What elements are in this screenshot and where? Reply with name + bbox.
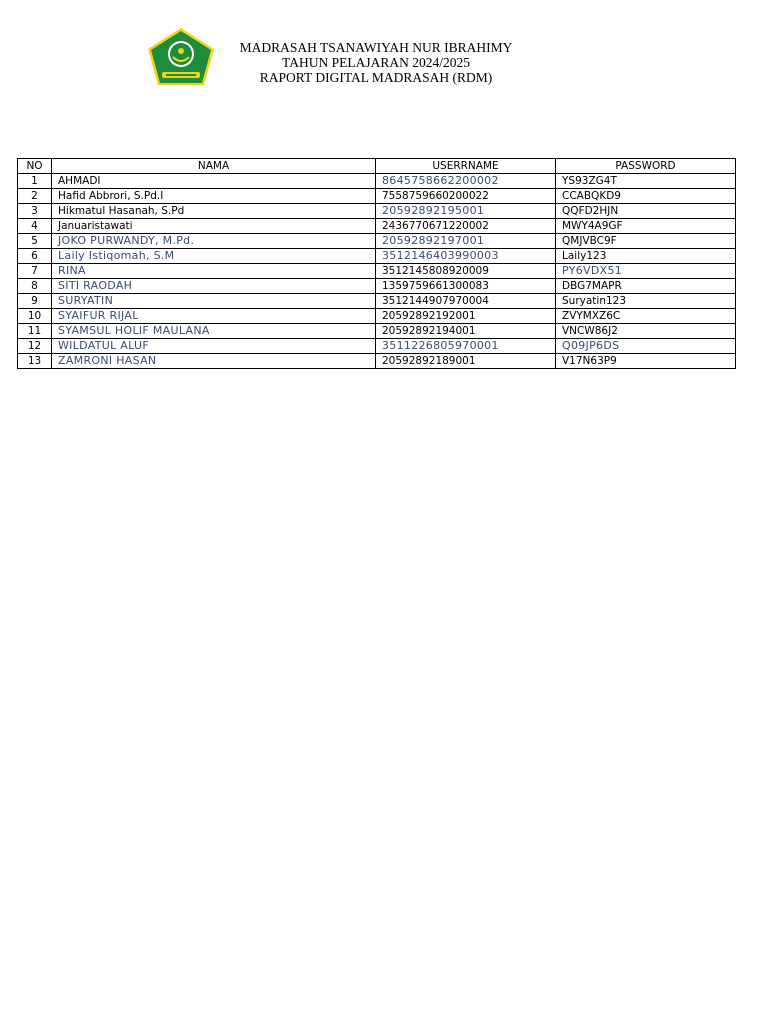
school-name: MADRASAH TSANAWIYAH NUR IBRAHIMY: [239, 40, 513, 55]
row-nama: ZAMRONI HASAN: [52, 354, 376, 369]
row-no: 9: [18, 294, 52, 309]
header-no: NO: [18, 159, 52, 174]
row-password: Suryatin123: [556, 294, 736, 309]
table-body: [18, 174, 736, 369]
row-password: Q09JP6DS: [556, 339, 736, 354]
header-password: PASSWORD: [556, 159, 736, 174]
row-password: YS93ZG4T: [556, 174, 736, 189]
row-no: 13: [18, 354, 52, 369]
row-no: 11: [18, 324, 52, 339]
row-password: PY6VDX51: [556, 264, 736, 279]
table-row: [18, 264, 736, 279]
row-no: 1: [18, 174, 52, 189]
row-username: 20592892195001: [376, 204, 556, 219]
row-username: 2436770671220002: [376, 219, 556, 234]
row-nama: Laily Istiqomah, S.M: [52, 249, 376, 264]
row-username: 3512146403990003: [376, 249, 556, 264]
row-nama: JOKO PURWANDY, M.Pd.: [52, 234, 376, 249]
table-row: [18, 189, 736, 204]
table-row: [18, 354, 736, 369]
row-nama: SURYATIN: [52, 294, 376, 309]
row-password: QMJVBC9F: [556, 234, 736, 249]
row-nama: Hafid Abbrori, S.Pd.I: [52, 189, 376, 204]
row-no: 12: [18, 339, 52, 354]
row-username: 3512145808920009: [376, 264, 556, 279]
row-password: MWY4A9GF: [556, 219, 736, 234]
table-row: [18, 309, 736, 324]
table-row: [18, 249, 736, 264]
row-no: 4: [18, 219, 52, 234]
row-username: 1359759661300083: [376, 279, 556, 294]
page-header: [215, 40, 537, 85]
table-row: [18, 204, 736, 219]
row-no: 3: [18, 204, 52, 219]
madrasah-logo-icon: [146, 27, 216, 87]
row-no: 10: [18, 309, 52, 324]
table-row: [18, 294, 736, 309]
row-password: DBG7MAPR: [556, 279, 736, 294]
row-no: 8: [18, 279, 52, 294]
academic-year: TAHUN PELAJARAN 2024/2025: [282, 55, 470, 70]
row-nama: WILDATUL ALUF: [52, 339, 376, 354]
report-title: RAPORT DIGITAL MADRASAH (RDM): [259, 70, 493, 85]
row-username: 20592892197001: [376, 234, 556, 249]
table-header-row: [18, 159, 736, 174]
row-username: 8645758662200002: [376, 174, 556, 189]
row-nama: AHMADI: [52, 174, 376, 189]
row-no: 2: [18, 189, 52, 204]
row-username: 20592892189001: [376, 354, 556, 369]
row-nama: Januaristawati: [52, 219, 376, 234]
credentials-table: [17, 158, 736, 369]
row-password: CCABQKD9: [556, 189, 736, 204]
table-row: [18, 279, 736, 294]
row-username: 3512144907970004: [376, 294, 556, 309]
row-no: 5: [18, 234, 52, 249]
header-nama: NAMA: [52, 159, 376, 174]
table-row: [18, 219, 736, 234]
table-row: [18, 339, 736, 354]
row-no: 6: [18, 249, 52, 264]
row-nama: RINA: [52, 264, 376, 279]
row-password: QQFD2HJN: [556, 204, 736, 219]
row-username: 3511226805970001: [376, 339, 556, 354]
row-nama: SYAMSUL HOLIF MAULANA: [52, 324, 376, 339]
row-password: ZVYMXZ6C: [556, 309, 736, 324]
row-password: VNCW86J2: [556, 324, 736, 339]
row-nama: SITI RAODAH: [52, 279, 376, 294]
row-username: 20592892192001: [376, 309, 556, 324]
row-username: 20592892194001: [376, 324, 556, 339]
row-username: 7558759660200022: [376, 189, 556, 204]
row-nama: SYAIFUR RIJAL: [52, 309, 376, 324]
row-no: 7: [18, 264, 52, 279]
table-row: [18, 234, 736, 249]
row-password: V17N63P9: [556, 354, 736, 369]
table-row: [18, 174, 736, 189]
header-username: USERRNAME: [376, 159, 556, 174]
row-password: Laily123: [556, 249, 736, 264]
table-row: [18, 324, 736, 339]
row-nama: Hikmatul Hasanah, S.Pd: [52, 204, 376, 219]
